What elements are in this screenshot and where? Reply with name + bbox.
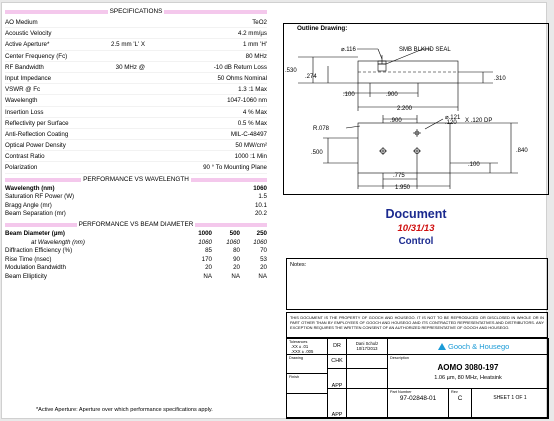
chk-name-cell — [346, 354, 388, 369]
spec-mid: 2.5 mm 'L' X — [111, 41, 145, 49]
brand-name: Gooch & Housego — [448, 342, 510, 351]
spec-value: TeO2 — [252, 19, 267, 26]
perf-value: 10.1 — [254, 201, 267, 209]
active-aperture-footnote: *Active Aperture: Aperture over which performance specifications apply. — [36, 407, 213, 413]
spec-row — [5, 129, 267, 140]
spec-value: 50 MW/cm² — [235, 142, 267, 150]
perf-beam-heading: PERFORMANCE VS BEAM DIAMETER — [78, 221, 194, 228]
perf-wavelength-band — [5, 175, 267, 184]
perf-beam-c2: 90 — [233, 255, 240, 263]
spec-row — [5, 62, 267, 73]
perf-beam-row — [5, 264, 267, 273]
document-control-stamp — [283, 207, 549, 247]
dim-hole-dia: ⌀.121 — [445, 115, 461, 121]
drafter-name: Dani Schulz — [355, 341, 379, 346]
spec-row — [5, 51, 267, 62]
spec-value: 4.2 mm/µs — [237, 30, 267, 38]
part-subtitle: 1.06 µm, 80 MHz, Heatsink — [434, 375, 502, 381]
app2-cell: APP — [327, 388, 347, 419]
dim-r078: R.078 — [313, 126, 330, 132]
part-number: 97-02848-01 — [399, 395, 437, 402]
dim-274: .274 — [305, 74, 317, 80]
spec-value: 80 MHz — [245, 52, 267, 60]
perf-beam-c3: 20 — [260, 264, 267, 272]
perf-wavelength-rows — [5, 185, 267, 219]
sheet-number: SHEET 1 OF 1 — [493, 395, 527, 401]
spec-value: 1047-1060 nm — [227, 97, 267, 105]
dim-900a: .900 — [386, 92, 398, 98]
stamp-title: Document — [385, 207, 447, 221]
perf-label: Wavelength (nm) — [5, 184, 55, 192]
perf-beam-label: Beam Ellipticity — [5, 272, 47, 280]
spec-label: Input Impedance — [5, 74, 52, 82]
spec-label: RF Bandwidth — [5, 63, 44, 71]
leader-hole — [425, 119, 443, 129]
perf-wavelength-row — [5, 202, 267, 211]
dim-hole-tol: .120 — [445, 120, 457, 126]
brand-logo-icon — [438, 343, 446, 350]
perf-beam-c2: 80 — [233, 247, 240, 255]
spec-value: -10 dB Return Loss — [213, 63, 267, 71]
drawing-cell — [286, 354, 328, 374]
smb-connector-body — [378, 64, 386, 71]
perf-beam-c3: 250 — [256, 230, 267, 237]
dim-310: .310 — [494, 76, 506, 82]
drawing-sheet — [1, 2, 547, 419]
spec-row — [5, 118, 267, 129]
spec-value: 90 ° To Mounting Plane — [203, 164, 267, 172]
spec-label: Active Aperture* — [5, 41, 50, 49]
blank-cell — [286, 393, 328, 419]
perf-beam-row — [5, 239, 267, 248]
spec-label: VSWR @ Fc — [5, 86, 41, 94]
leader-d116-tip — [378, 49, 382, 59]
spec-label: Insertion Loss — [5, 108, 44, 116]
spec-value: MIL-C-48497 — [230, 130, 267, 138]
dim-530: .530 — [285, 68, 297, 74]
spec-row — [5, 84, 267, 95]
dim-smb-label: SMB BLKHD SEAL — [399, 47, 451, 53]
perf-label: Bragg Angle (mr) — [5, 201, 52, 209]
dim-1950: 1.950 — [395, 185, 411, 191]
spec-row — [5, 17, 267, 28]
perf-beam-row — [5, 230, 267, 239]
perf-beam-c1: NA — [203, 272, 212, 280]
tolerance-2: .XXX ± .005 — [291, 348, 314, 354]
spec-value: 1 mm 'H' — [242, 41, 267, 49]
specifications-heading: SPECIFICATIONS — [109, 8, 163, 15]
perf-value: 1.5 — [258, 193, 267, 201]
perf-beam-c3: 70 — [260, 247, 267, 255]
perf-beam-c2: 500 — [229, 230, 240, 237]
perf-wavelength-heading: PERFORMANCE VS WAVELENGTH — [83, 175, 189, 183]
drafter-cell — [346, 338, 388, 355]
spec-label: Optical Power Density — [5, 142, 66, 150]
spec-label: Wavelength — [5, 97, 38, 105]
dim-d116: ⌀.116 — [341, 47, 356, 53]
dim-100b: .100 — [468, 162, 480, 168]
rev-cell — [448, 388, 472, 419]
dim-500: .500 — [311, 150, 323, 156]
perf-beam-row — [5, 247, 267, 256]
finish-cell — [286, 373, 328, 394]
perf-wavelength-row — [5, 210, 267, 219]
rev-value: C — [457, 395, 463, 402]
title-block — [286, 338, 548, 418]
spec-value: 50 Ohms Nominal — [217, 74, 267, 82]
perf-beam-c1: 85 — [205, 247, 212, 255]
dim-2200: 2.200 — [397, 106, 413, 112]
perf-label: Saturation RF Power (W) — [5, 193, 75, 201]
drafter-date: 10/17/2013 — [356, 346, 378, 351]
rev-label: Rev — [451, 390, 458, 394]
tolerance-1: .XX ± .01 — [291, 344, 309, 349]
spec-mid: 30 MHz @ — [115, 63, 145, 71]
perf-beam-label: Modulation Bandwidth — [5, 264, 66, 272]
spec-label: Contrast Ratio — [5, 153, 45, 161]
proprietary-disclaimer: THIS DOCUMENT IS THE PROPERTY OF GOOCH AND HOUSEGO. IT IS NOT TO BE REPRODUCED OR DISCLOSED IN WHOLE OR IN PART OTHER THAN BY EMPLOYEES OF GOOCH AND HOUSEGO AND ITS CONTRACTED REPRESENTATIVES AND DISTRIBUTORS. ANY EXCEPTION REQUIRES THE WRITTEN CONSENT OF AN AUTHORIZED REPRESENTATIVE OF GOOCH AND HOUSEGO. — [286, 312, 548, 338]
perf-beam-c2: NA — [231, 272, 240, 280]
perf-value: 20.2 — [254, 210, 267, 218]
perf-beam-label: Diffraction Efficiency (%) — [5, 247, 73, 255]
spec-value: 0.5 % Max — [237, 119, 267, 127]
tolerance-cell — [286, 338, 328, 355]
app-cell: APP — [327, 368, 347, 389]
perf-beam-c2: 20 — [233, 264, 240, 272]
spec-value: 1000 :1 Min — [234, 153, 267, 161]
spec-label: Polarization — [5, 164, 38, 172]
spec-row — [5, 162, 267, 173]
spec-label: Reflectivity per Surface — [5, 119, 69, 127]
outline-drawing-title: Outline Drawing: — [297, 25, 348, 32]
dr-cell: DR — [327, 338, 347, 355]
chk-cell: CHK — [327, 354, 347, 369]
perf-beam-c3: 1060 — [253, 238, 267, 246]
dim-100a: .100 — [343, 92, 355, 98]
spec-row — [5, 39, 267, 50]
spec-row — [5, 151, 267, 162]
sheet-cell — [471, 388, 549, 419]
perf-beam-c1: 1000 — [198, 230, 212, 237]
spec-row — [5, 107, 267, 118]
perf-label: Beam Separation (mr) — [5, 210, 66, 218]
stamp-status: Control — [398, 236, 434, 247]
perf-beam-row — [5, 256, 267, 265]
spec-label: Acoustic Velocity — [5, 30, 52, 38]
part-number-cell — [387, 388, 449, 419]
spec-row — [5, 140, 267, 151]
notes-box — [286, 258, 548, 310]
perf-wavelength-row — [5, 185, 267, 194]
part-number-label: Part Number — [390, 390, 412, 394]
spec-rows — [5, 17, 267, 174]
brand-logo — [438, 342, 509, 351]
dim-775: .775 — [393, 173, 405, 179]
spec-label: AO Medium — [5, 19, 38, 26]
perf-beam-c1: 170 — [201, 255, 212, 263]
finish-label: Finish — [289, 375, 300, 379]
part-title: AOMO 3080-197 — [437, 363, 499, 372]
perf-beam-c3: NA — [258, 272, 267, 280]
perf-beam-c3: 53 — [260, 255, 267, 263]
spec-label: Anti-Reflection Coating — [5, 130, 69, 138]
perf-beam-c2: 1060 — [226, 238, 240, 246]
perf-beam-label: Beam Diameter (µm) — [5, 230, 65, 237]
notes-label: Notes: — [290, 262, 307, 268]
perf-beam-row — [5, 273, 267, 282]
perf-value: 1060 — [253, 184, 267, 192]
perf-beam-c1: 1060 — [198, 238, 212, 246]
spec-row — [5, 28, 267, 39]
tolerances-label: Tolerances — [289, 340, 308, 344]
perf-beam-c1: 20 — [205, 264, 212, 272]
perf-beam-label: at Wavelength (nm) — [31, 238, 85, 246]
stamp-date: 10/31/13 — [397, 223, 435, 234]
perf-beam-rows — [5, 230, 267, 282]
brand-cell — [387, 338, 549, 355]
bottom-view-body — [358, 123, 450, 173]
spec-row — [5, 95, 267, 106]
spec-label: Center Frequency (Fc) — [5, 52, 68, 60]
app-name-cell — [346, 368, 388, 389]
spec-value: 4 % Max — [242, 108, 267, 116]
specifications-heading-band — [5, 7, 267, 16]
perf-wavelength-row — [5, 193, 267, 202]
app2-name-cell — [346, 388, 388, 419]
spec-row — [5, 73, 267, 84]
dim-840: .840 — [516, 148, 528, 154]
specifications-table — [5, 7, 267, 282]
dim-hole-depth: X .120 DP — [465, 118, 493, 124]
perf-beam-label: Rise Time (nsec) — [5, 255, 52, 263]
dim-900b: .900 — [390, 118, 402, 124]
drawing-label: Drawing — [289, 356, 303, 360]
description-label: Description — [390, 356, 409, 360]
description-cell — [387, 354, 549, 389]
outline-drawing — [283, 23, 549, 195]
perf-beam-band — [5, 220, 267, 229]
spec-value: 1.3 :1 Max — [238, 86, 267, 94]
